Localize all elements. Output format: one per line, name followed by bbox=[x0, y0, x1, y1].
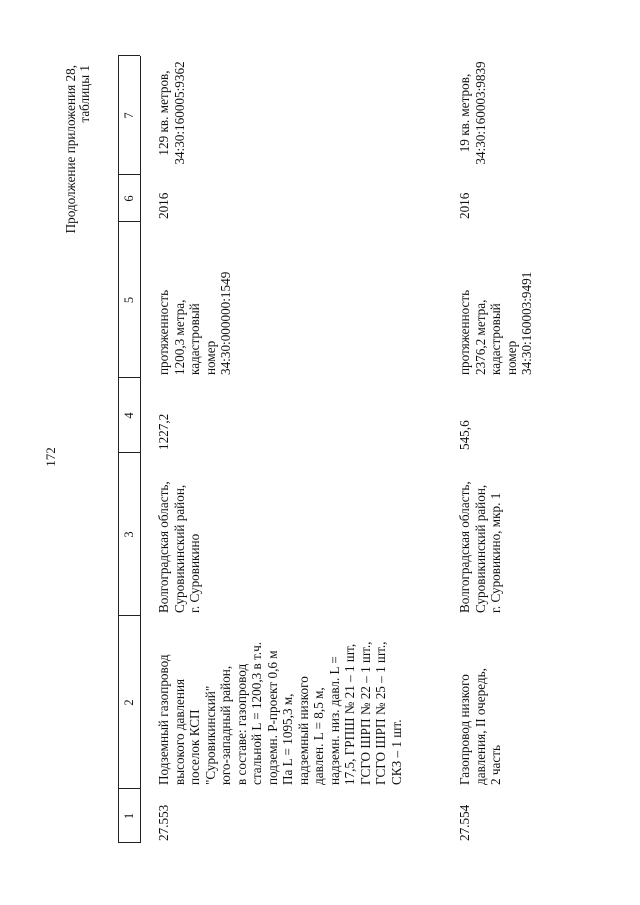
object-value: 1227,2 bbox=[156, 413, 171, 450]
text-line: 34:30:000000:1549 bbox=[218, 271, 233, 375]
column-header-2: 2 bbox=[122, 699, 136, 706]
text-line: Газопровод низкого bbox=[457, 674, 472, 785]
object-year: 2016 bbox=[156, 192, 171, 219]
text-line: Подземный газопровод bbox=[156, 654, 171, 785]
column-header-3: 3 bbox=[122, 531, 136, 538]
text-line: "Суровикинский" bbox=[202, 685, 218, 785]
object-address bbox=[156, 453, 203, 613]
text-line: 34:30:160003:9491 bbox=[519, 271, 534, 375]
text-line: номер bbox=[503, 340, 519, 375]
text-line: подземн. Р-проект 0,6 м bbox=[264, 650, 280, 785]
continuation-note-line: таблицы 1 bbox=[77, 65, 92, 123]
text-line: поселок КСП bbox=[187, 709, 202, 785]
text-line: г. Суровикино bbox=[187, 533, 202, 613]
text-line: юго-западный район, bbox=[218, 665, 233, 785]
text-line: надземный низкого bbox=[295, 676, 311, 785]
text-line: протяженность bbox=[457, 289, 472, 375]
text-line: кадастровый bbox=[187, 303, 202, 375]
text-line: высокого давления bbox=[171, 678, 187, 785]
text-line: 17,5, ГРПШ № 21 – 1 шт, bbox=[342, 643, 357, 785]
text-line: давлен. L = 8,5 м, bbox=[311, 687, 326, 785]
object-name bbox=[457, 615, 504, 785]
text-line: Волгоградская область, bbox=[457, 481, 472, 613]
text-line: стальной L = 1200,3 в т.ч. bbox=[249, 641, 264, 785]
text-line: 19 кв. метров, bbox=[457, 73, 472, 153]
text-line: в составе: газопровод bbox=[233, 663, 249, 785]
column-header-5: 5 bbox=[122, 296, 136, 304]
text-line: номер bbox=[202, 340, 218, 375]
text-line: Суровикинский район, bbox=[171, 484, 187, 613]
continuation-note-line: Продолжение приложения 28, bbox=[63, 65, 78, 234]
text-line: кадастровый bbox=[488, 303, 503, 375]
text-line: 129 кв. метров, bbox=[156, 70, 171, 156]
text-line: Суровикинский район, bbox=[472, 484, 488, 613]
column-header-6: 6 bbox=[122, 195, 136, 202]
header-bottom-border bbox=[140, 56, 141, 843]
object-area bbox=[457, 54, 488, 172]
text-line: ГСГО ШРП № 25 – 1 шт., bbox=[373, 641, 388, 785]
object-name bbox=[156, 615, 404, 785]
object-address bbox=[457, 453, 504, 613]
text-line: 2 часть bbox=[488, 744, 503, 785]
continuation-note bbox=[64, 65, 92, 325]
text-line: 34:30:160003:9839 bbox=[472, 61, 488, 165]
column-header-7: 7 bbox=[122, 112, 136, 119]
text-line: г. Суровикино, мкр. 1 bbox=[488, 492, 503, 613]
page-number: 172 bbox=[43, 447, 58, 467]
text-line: давления, II очередь, bbox=[472, 668, 488, 785]
text-line: Волгоградская область, bbox=[156, 481, 171, 613]
text-line: 34:30:160005:9362 bbox=[171, 61, 187, 165]
text-line: надземн. низ. давл. L = bbox=[326, 656, 342, 785]
row-number: 27.554 bbox=[457, 804, 472, 841]
object-area bbox=[156, 54, 187, 172]
text-line: 1200,3 метра, bbox=[171, 299, 187, 375]
column-header-1: 1 bbox=[122, 812, 136, 820]
text-line: ГСГО ШРП № 22 – 1 шт., bbox=[357, 641, 373, 785]
text-line: 2376,2 метра, bbox=[472, 299, 488, 375]
text-line: протяженность bbox=[156, 289, 171, 375]
object-description bbox=[457, 225, 535, 375]
text-line: Па L = 1095,3 м, bbox=[280, 693, 295, 785]
object-year: 2016 bbox=[457, 192, 472, 219]
text-line: СКЗ – 1 шт. bbox=[388, 719, 404, 785]
row-number: 27.553 bbox=[156, 804, 171, 841]
object-value: 545,6 bbox=[457, 420, 472, 450]
column-header-4: 4 bbox=[122, 412, 136, 419]
object-description bbox=[156, 225, 234, 375]
